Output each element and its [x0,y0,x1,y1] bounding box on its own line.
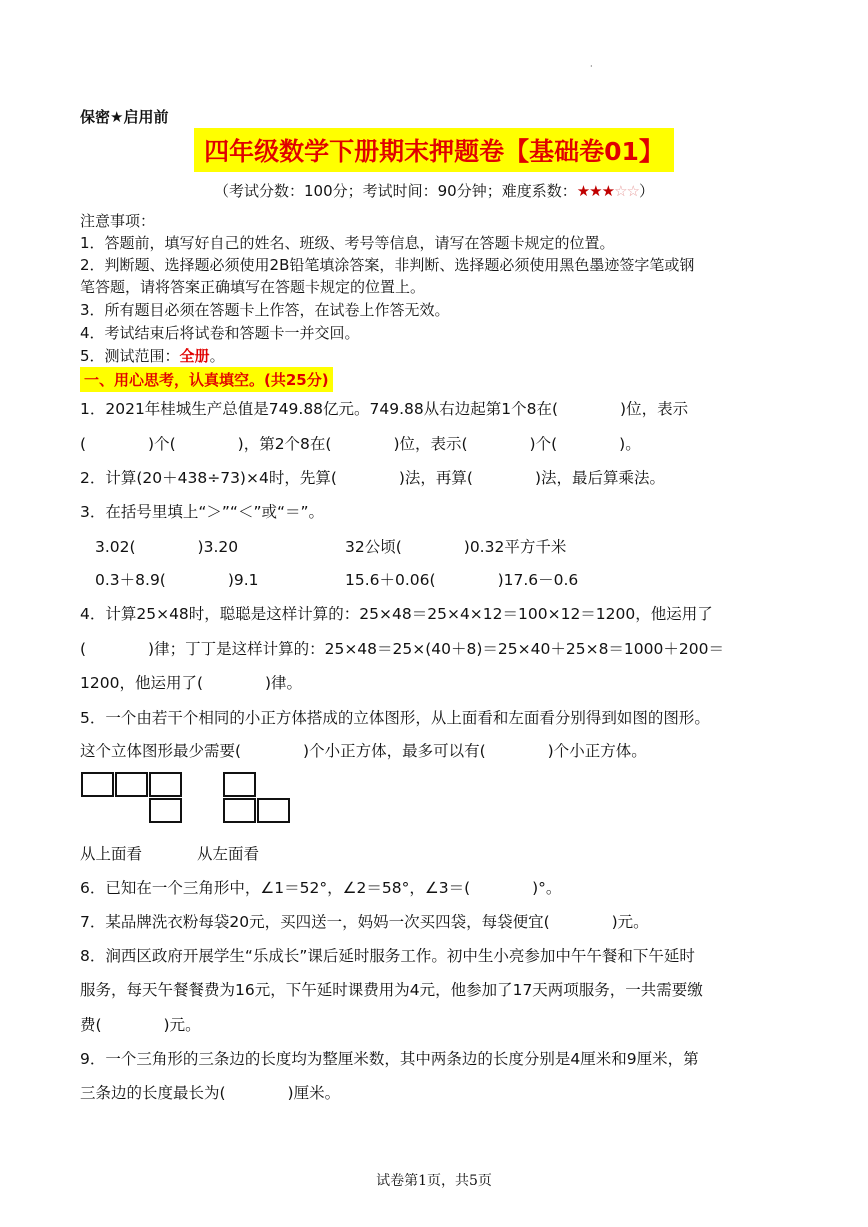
question-3: 3．在括号里填上“＞”“＜”或“＝”。 [80,503,325,521]
page-footer: 试卷第1页，共5页 [376,1173,492,1189]
question-3-item-2: 32公顷( )0.32平方千米 [345,538,567,556]
star-empty-icon: ☆☆ [614,182,639,200]
caption-top-view: 从上面看 [80,845,143,863]
question-3-item-1: 3.02( )3.20 [95,538,239,556]
notice-item-2-cont: 笔答题，请将答案正确填写在答题卡规定的位置上。 [80,278,426,296]
notice-item-5-suffix: 。 [209,347,225,365]
meta-suffix: ） [638,182,654,200]
question-7: 7．某品牌洗衣粉每袋20元，买四送一，妈妈一次买四袋，每袋便宜( )元。 [80,913,649,931]
left-view-cell [257,798,290,823]
top-view-cell [149,772,182,797]
notice-item-3: 3．所有题目必须在答题卡上作答，在试卷上作答无效。 [80,301,450,319]
question-4-line-2: ( )律；丁丁是这样计算的：25×48＝25×(40＋8)＝25×40＋25×8＝1000＋200＝ [80,640,724,658]
question-3-item-4: 15.6＋0.06( )17.6－0.6 [345,571,579,589]
notice-item-5 [80,345,225,366]
question-9-line-2: 三条边的长度最长为( )厘米。 [80,1084,341,1102]
section-heading: 一、用心思考，认真填空。(共25分) [80,367,333,392]
question-4-line-3: 1200，他运用了( )律。 [80,674,303,692]
question-9-line-1: 9．一个三角形的三条边的长度均为整厘米数，其中两条边的长度分别是4厘米和9厘米，第 [80,1050,699,1068]
title-wrapper [0,128,868,172]
left-view-cell [223,798,256,823]
test-scope: 全册 [179,347,210,365]
stray-dot: · [590,62,593,71]
notice-heading: 注意事项： [80,212,156,230]
question-3-item-3: 0.3＋8.9( )9.1 [95,571,259,589]
question-6: 6．已知在一个三角形中，∠1＝52°，∠2＝58°，∠3＝( )°。 [80,879,562,897]
question-4-line-1: 4．计算25×48时，聪聪是这样计算的：25×48＝25×4×12＝100×12＝1200，他运用了 [80,605,713,623]
top-view-cell [149,798,182,823]
question-1-line-1: 1．2021年桂城生产总值是749.88亿元。749.88从右边起第1个8在( )位，表示 [80,400,689,418]
top-view-cell [81,772,114,797]
meta-prefix: （考试分数：100分；考试时间：90分钟；难度系数： [214,182,577,200]
difficulty-stars [577,182,639,200]
question-8-line-3: 费( )元。 [80,1016,201,1034]
exam-meta [0,180,868,201]
notice-item-4: 4．考试结束后将试卷和答题卡一并交回。 [80,324,360,342]
notice-item-2: 2．判断题、选择题必须使用2B铅笔填涂答案，非判断、选择题必须使用黑色墨迹签字笔或钢 [80,256,695,274]
notice-item-1: 1．答题前，填写好自己的姓名、班级、考号等信息，请写在答题卡规定的位置。 [80,234,615,252]
question-8-line-1: 8．涧西区政府开展学生“乐成长”课后延时服务工作。初中生小亮参加中午午餐和下午延时 [80,947,695,965]
question-2: 2．计算(20＋438÷73)×4时，先算( )法，再算( )法，最后算乘法。 [80,469,666,487]
question-5-line-2: 这个立体图形最少需要( )个小正方体，最多可以有( )个小正方体。 [80,742,647,760]
page-title: 四年级数学下册期末押题卷【基础卷01】 [194,128,674,172]
caption-left-view: 从左面看 [197,845,260,863]
question-8-line-2: 服务，每天午餐餐费为16元，下午延时课费用为4元，他参加了17天两项服务，一共需要缴 [80,981,703,999]
confidential-label: 保密★启用前 [80,108,169,126]
left-view-cell [223,772,256,797]
top-view-cell [115,772,148,797]
question-5-line-1: 5．一个由若干个相同的小正方体搭成的立体图形，从上面看和左面看分别得到如图的图形。 [80,709,710,727]
star-filled-icon: ★★★ [576,182,615,200]
notice-item-5-prefix: 5．测试范围： [80,347,180,365]
question-1-line-2: ( )个( )，第2个8在( )位，表示( )个( )。 [80,435,641,453]
